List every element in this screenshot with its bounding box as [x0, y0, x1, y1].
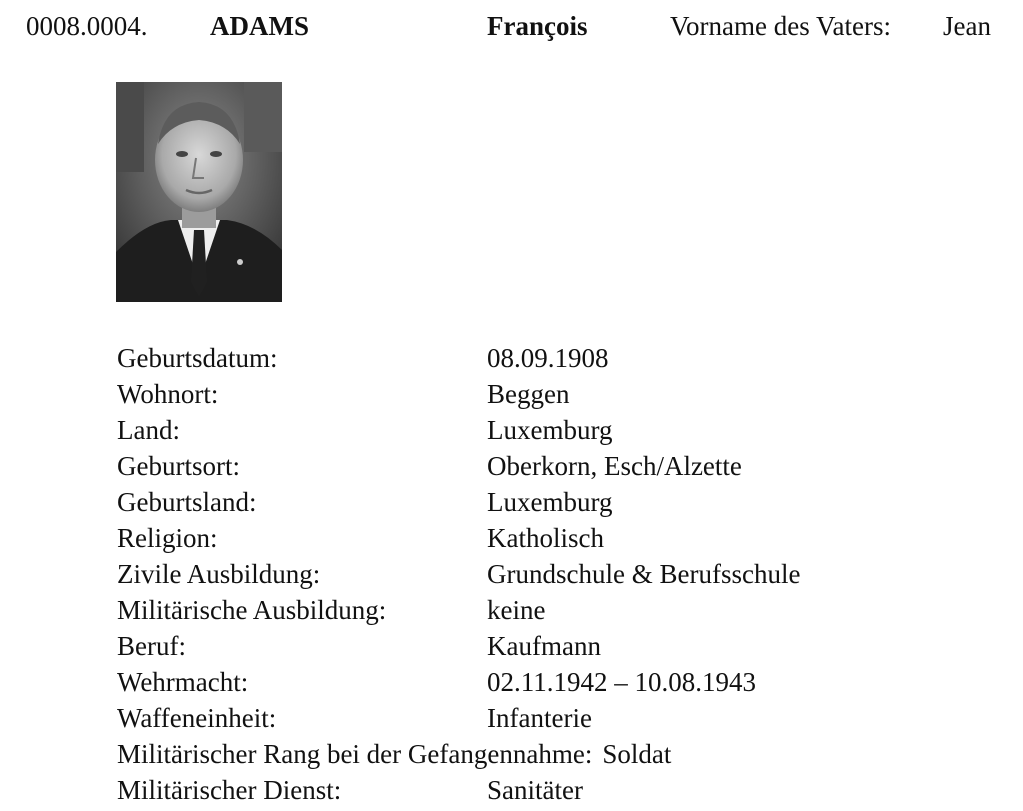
field-label: Militärischer Dienst:: [117, 775, 342, 805]
field-label: Land:: [117, 415, 180, 445]
field-label: Wohnort:: [117, 379, 219, 409]
field-label: Religion:: [117, 523, 218, 553]
field-label: Zivile Ausbildung:: [117, 559, 321, 589]
first-name: François: [487, 11, 588, 41]
field-birthplace: [117, 450, 997, 486]
field-weapon-unit: [117, 702, 997, 738]
field-value: Soldat: [602, 739, 672, 769]
field-label: Militärischer Rang bei der Gefangennahme:: [117, 739, 593, 769]
field-value: 08.09.1908: [487, 343, 609, 373]
field-profession: [117, 630, 997, 666]
field-civil-education: [117, 558, 997, 594]
portrait-photo-icon: [116, 82, 282, 302]
field-birth-date: [117, 342, 997, 378]
field-value: keine: [487, 595, 546, 625]
field-value: Luxemburg: [487, 415, 613, 445]
personal-data-list: [117, 342, 997, 810]
field-military-service: [117, 774, 997, 810]
surname: ADAMS: [210, 11, 309, 41]
field-label: Geburtsland:: [117, 487, 257, 517]
field-value: Sanitäter: [487, 775, 583, 805]
field-value: Beggen: [487, 379, 570, 409]
field-value: Kaufmann: [487, 631, 601, 661]
field-label: Beruf:: [117, 631, 186, 661]
field-value: Luxemburg: [487, 487, 613, 517]
field-value: Grundschule & Berufsschule: [487, 559, 801, 589]
field-label: Geburtsdatum:: [117, 343, 278, 373]
field-label: Wehrmacht:: [117, 667, 249, 697]
field-label: Geburtsort:: [117, 451, 240, 481]
field-label: Waffeneinheit:: [117, 703, 277, 733]
field-value: Infanterie: [487, 703, 592, 733]
portrait-photo: [116, 82, 282, 302]
field-residence: [117, 378, 997, 414]
field-rank-at-capture: [117, 738, 997, 774]
field-military-training: [117, 594, 997, 630]
field-country: [117, 414, 997, 450]
field-birth-country: [117, 486, 997, 522]
field-wehrmacht: [117, 666, 997, 702]
father-name: Jean: [943, 11, 991, 41]
father-name-label: Vorname des Vaters:: [670, 11, 891, 41]
field-label: Militärische Ausbildung:: [117, 595, 387, 625]
record-id: 0008.0004.: [26, 11, 148, 41]
field-religion: [117, 522, 997, 558]
field-value: Katholisch: [487, 523, 604, 553]
field-value: Oberkorn, Esch/Alzette: [487, 451, 742, 481]
field-value: 02.11.1942 – 10.08.1943: [487, 667, 756, 697]
